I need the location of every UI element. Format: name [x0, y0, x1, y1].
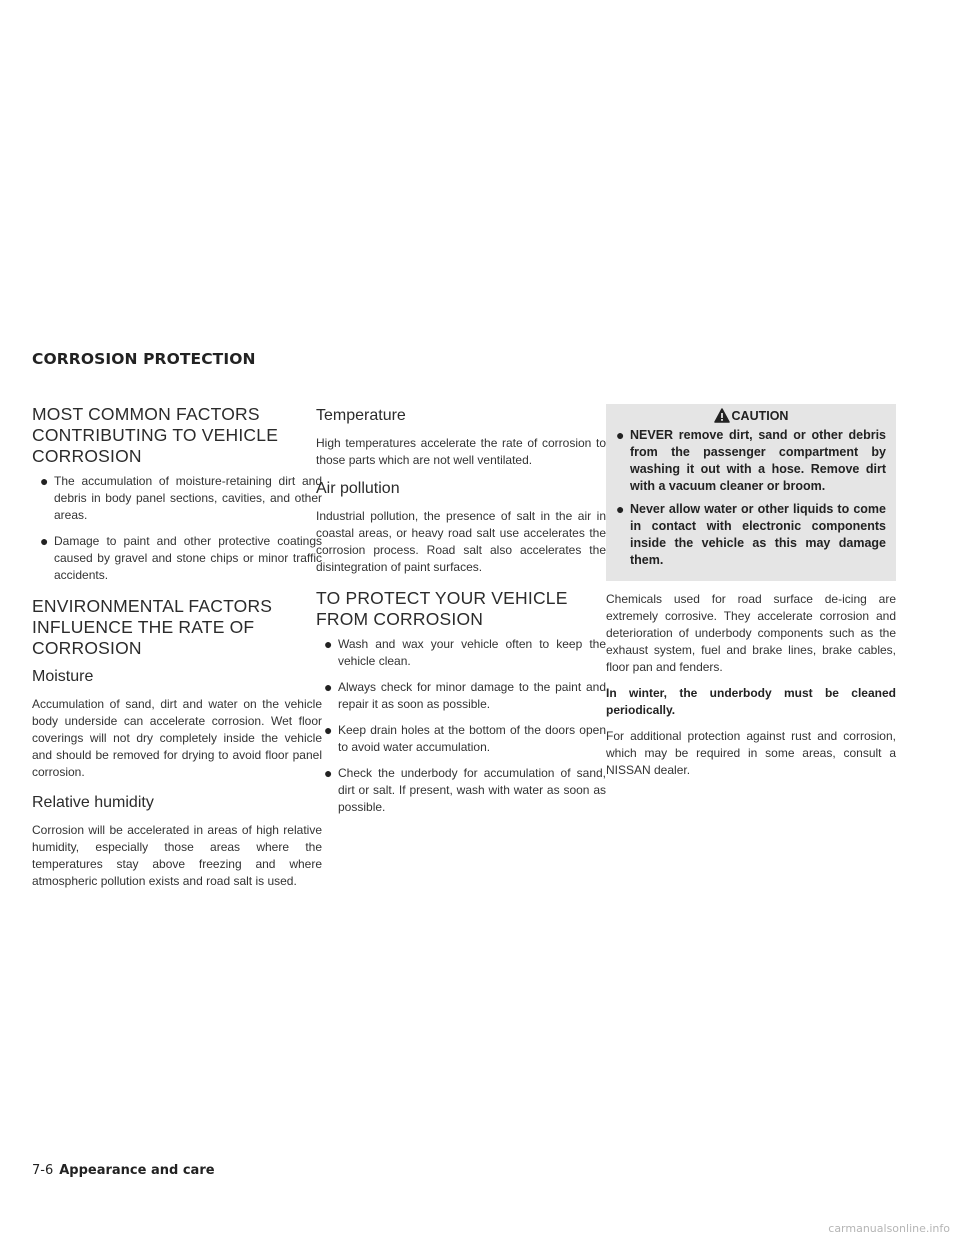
caution-box	[606, 404, 896, 581]
section-title: CORROSION PROTECTION	[32, 350, 256, 368]
caution-item: ● NEVER remove dirt, sand or other debris from the passenger compartment by washing it out with a hose. Remove dirt with a vacuum cleaner or broom.	[616, 427, 886, 493]
column-3	[606, 404, 896, 788]
bullet-icon: ●	[40, 473, 49, 489]
heading-protect-vehicle: TO PROTECT YOUR VEHICLE FROM CORROSION	[316, 588, 568, 629]
bullet-icon: ●	[324, 636, 333, 652]
column-1	[32, 404, 322, 899]
watermark: carmanualsonline.info	[828, 1222, 950, 1235]
list-item: ● Keep drain holes at the bottom of the doors open to avoid water accumulation.	[324, 722, 606, 754]
bullet-icon: ●	[616, 501, 625, 517]
bullet-icon: ●	[40, 533, 49, 549]
paragraph-temperature: High temperatures accelerate the rate of corrosion to those parts which are not well ventilated.	[316, 436, 606, 467]
paragraph-moisture: Accumulation of sand, dirt and water on the vehicle body underside can accelerate corrosion. Wet floor coverings will not dry completely inside the vehicle and should be removed for drying to avoid floor panel corrosion.	[32, 697, 322, 779]
list-item: ● The accumulation of moisture-retaining dirt and debris in body panel sections, cavities, and other areas.	[40, 473, 322, 522]
paragraph-winter: In winter, the underbody must be cleaned periodically.	[606, 686, 896, 717]
paragraph-relative-humidity: Corrosion will be accelerated in areas of high relative humidity, especially those areas where the temperatures stay above freezing and where atmospheric pollution exists and road salt is used.	[32, 823, 322, 888]
heading-moisture: Moisture	[32, 668, 94, 685]
paragraph-chemicals: Chemicals used for road surface de-icing are extremely corrosive. They accelerate corrosion and deterioration of underbody components such as the exhaust system, fuel and brake lines, brake cables, floor pan and fenders.	[606, 592, 896, 674]
page-footer	[32, 1162, 215, 1178]
footer-section-name: Appearance and care	[59, 1163, 215, 1178]
column-2	[316, 406, 606, 828]
list-item: ● Check the underbody for accumulation of sand, dirt or salt. If present, wash with water as soon as possible.	[324, 765, 606, 814]
caution-list	[616, 427, 886, 569]
heading-temperature: Temperature	[316, 407, 406, 424]
caution-header	[616, 404, 886, 427]
protect-list	[316, 636, 606, 816]
page-number: 7-6	[32, 1163, 54, 1178]
paragraph-additional-protection: For additional protection against rust and corrosion, which may be required in some areas, consult a NISSAN dealer.	[606, 729, 896, 777]
list-item: ● Always check for minor damage to the paint and repair it as soon as possible.	[324, 679, 606, 711]
list-item: ● Wash and wax your vehicle often to keep the vehicle clean.	[324, 636, 606, 668]
caution-title: CAUTION	[731, 409, 789, 423]
heading-common-factors: MOST COMMON FACTORS CONTRIBUTING TO VEHICLE CORROSION	[32, 404, 279, 466]
bullet-icon: ●	[324, 765, 333, 781]
list-item: ● Damage to paint and other protective coatings caused by gravel and stone chips or minor traffic accidents.	[40, 533, 322, 582]
paragraph-air-pollution: Industrial pollution, the presence of salt in the air in coastal areas, or heavy road salt use accelerates the corrosion process. Road salt also accelerates the disintegration of paint surfaces.	[316, 509, 606, 574]
caution-item: ● Never allow water or other liquids to come in contact with electronic components inside the vehicle as this may damage them.	[616, 501, 886, 567]
heading-environmental-factors: ENVIRONMENTAL FACTORS INFLUENCE THE RATE OF CORROSION	[32, 596, 273, 658]
bullet-icon: ●	[324, 679, 333, 695]
bullet-icon: ●	[616, 427, 625, 443]
bullet-icon: ●	[324, 722, 333, 738]
heading-air-pollution: Air pollution	[316, 480, 400, 497]
common-factors-list	[32, 473, 322, 584]
heading-relative-humidity: Relative humidity	[32, 794, 154, 811]
warning-triangle-icon	[714, 408, 730, 423]
